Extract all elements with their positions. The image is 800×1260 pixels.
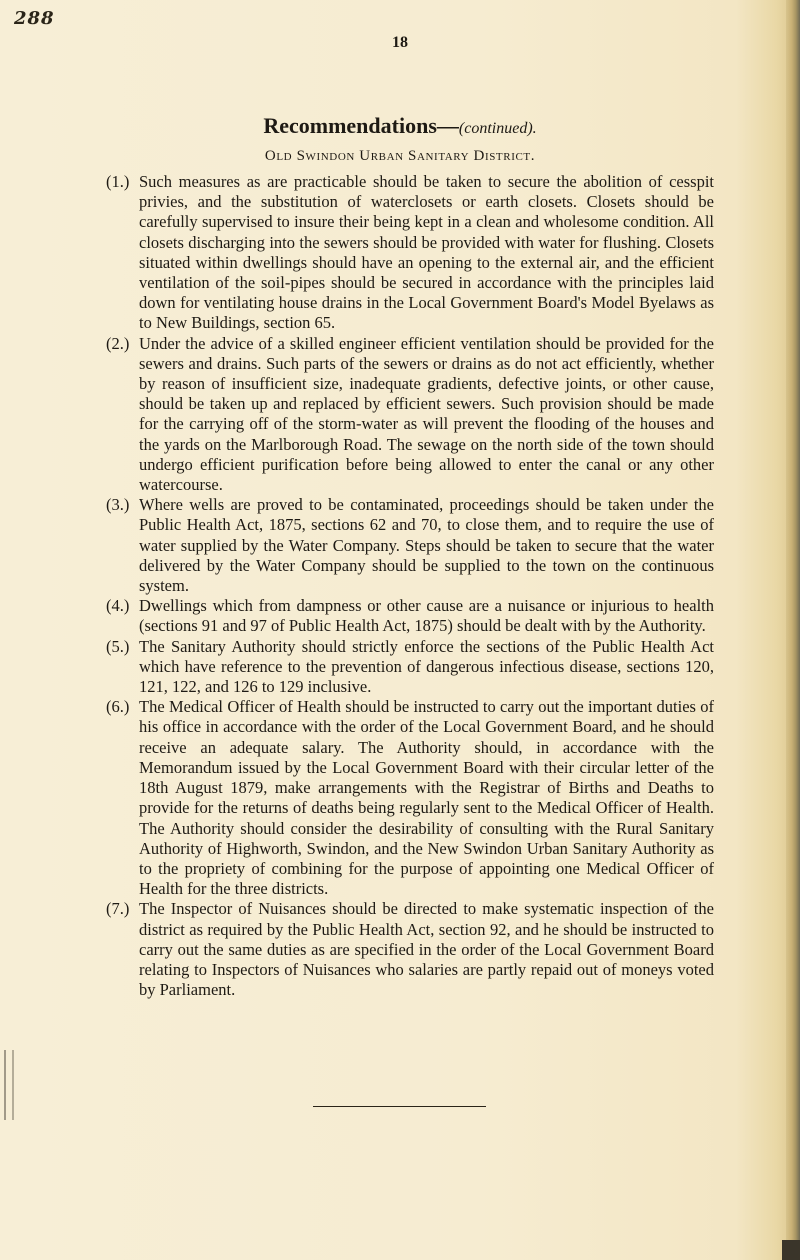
item-number: (2.) [106, 333, 130, 353]
binding-marks [4, 1050, 14, 1120]
item-text: Such measures as are practicable should be taken to secure the abolition of cesspit privies, and the substitution of waterclosets or earth closets. Closets should be carefully supervised to insure their being kept in a clean and wholesome condition. All closets discharging into the sewers should be provided with water for flushing. Closets situated within dwellings should have an opening to the external air, and the efficient ventilation of the soil-pipes should be secured in accordance with the principles laid down for ventilating house drains in the Local Government Board's Model Byelaws as to New Buildings, section 65. [139, 172, 714, 333]
end-rule [313, 1106, 486, 1107]
recommendation-item [107, 334, 714, 496]
recommendation-item [107, 172, 714, 334]
item-text: Dwellings which from dampness or other cause are a nuisance or injurious to health (sections 91 and 97 of Public Health Act, 1875) should be dealt with by the Authority. [139, 596, 714, 636]
item-text: The Medical Officer of Health should be instructed to carry out the important duties of his office in accordance with the order of the Local Government Board, and he should receive an adequate salary. The Authority should, in accordance with the Memorandum issued by the Local Government Board with their circular letter of the 18th August 1879, make arrangements with the Registrar of Births and Deaths to provide for the returns of deaths being regularly sent to the Medical Officer of Health. The Authority should consider the desirability of consulting with the Rural Sanitary Authority of Highworth, Swindon, and the New Swindon Urban Sanitary Authority as to the propriety of combining for the purpose of appointing one Medical Officer of Health for the three districts. [139, 697, 714, 899]
item-number: (6.) [106, 697, 130, 717]
page-corner-dark [782, 1240, 800, 1260]
item-number: (3.) [106, 495, 130, 515]
page-number: 18 [392, 34, 408, 51]
item-number: (1.) [106, 172, 130, 191]
handwritten-folio-number: 288 [14, 8, 55, 29]
recommendations-list [107, 172, 714, 1000]
item-text: Under the advice of a skilled engineer efficient ventilation should be provided for the sewers and drains. Such parts of the sewers or drains as do not act efficiently, whether by reason of insufficient size, inadequate gradients, defective joints, or other cause, should be taken up and replaced by efficient sewers. Such provision should be made for the carrying off of the storm-water as will prevent the flooding of the houses and the yards on the Marlborough Road. The sewage on the north side of the town should undergo efficient purification before being allowed to enter the canal or any other watercourse. [139, 333, 714, 495]
item-number: (7.) [106, 899, 130, 919]
recommendation-item [107, 899, 714, 1000]
district-subtitle: Old Swindon Urban Sanitary District. [264, 148, 536, 164]
item-number: (5.) [106, 636, 130, 656]
item-number: (4.) [106, 596, 130, 616]
item-text: Where wells are proved to be contaminated, proceedings should be taken under the Public Health Act, 1875, sections 62 and 70, to close them, and to require the use of water supplied by the Water Company. Steps should be taken to secure that the water delivered by the Water Company should be supplied to the town on the continuous system. [139, 495, 714, 596]
page-edge-shadow [786, 0, 800, 1260]
recommendation-item [107, 495, 714, 596]
recommendation-item [107, 637, 714, 698]
recommendation-item [107, 596, 714, 636]
item-text: The Sanitary Authority should strictly enforce the sections of the Public Health Act which have reference to the prevention of dangerous infectious disease, sections 120, 121, 122, and 126 to 129 inclusive. [139, 636, 714, 697]
recommendation-item [107, 697, 714, 899]
item-text: The Inspector of Nuisances should be directed to make systematic inspection of the district as required by the Public Health Act, section 92, and he should be instructed to carry out the same duties as are specified in the order of the Local Government Board relating to Inspectors of Nuisances who salaries are partly repaid out of moneys voted by Parliament. [139, 899, 714, 1000]
title-main: Recommendations [263, 113, 437, 138]
page-title: Recommendations—(continued). [263, 113, 537, 138]
title-continued: (continued). [458, 120, 537, 137]
